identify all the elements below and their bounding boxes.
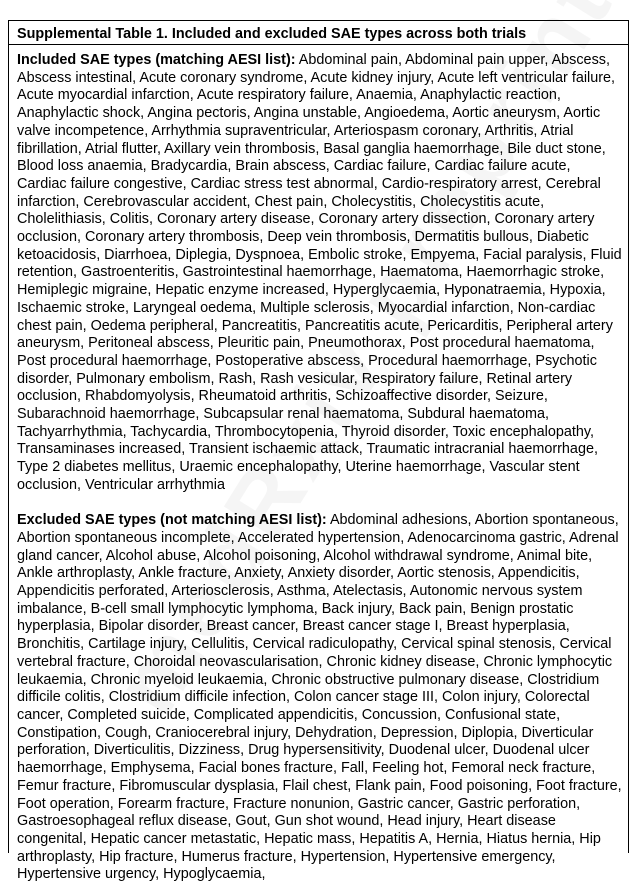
supplemental-table — [8, 20, 629, 883]
included-sae-list: Abdominal pain, Abdominal pain upper, Abscess, Abscess intestinal, Acute coronary syndrome, Acute kidney injury, Acute left ventricular failure, Acute myocardial infarction, Acute respiratory failure, Anaemia, Anaphylactic reaction, Anaphylactic shock, Angina pectoris, Angina unstable, Angioedema, Aortic aneurysm, Aortic valve incompetence, Arrhythmia supraventricular, Arteriospasm coronary, Arthritis, Atrial fibrillation, Atrial flutter, Axillary vein thrombosis, Basal ganglia haemorrhage, Bile duct stone, Blood loss anaemia, Bradycardia, Brain abscess, Cardiac failure, Cardiac failure acute, Cardiac failure congestive, Cardiac stress test abnormal, Cardio-respiratory arrest, Cerebral infarction, Cerebrovascular accident, Chest pain, Cholecystitis, Cholecystitis acute, Cholelithiasis, Colitis, Coronary artery disease, Coronary artery dissection, Coronary artery occlusion, Coronary artery thrombosis, Deep vein thrombosis, Dermatitis bullous, Diabetic ketoacidosis, Diarrhoea, Diplegia, Dyspnoea, Embolic stroke, Empyema, Facial paralysis, Fluid retention, Gastroenteritis, Gastrointestinal haemorrhage, Haematoma, Haemorrhagic stroke, Hemiplegic migraine, Hepatic enzyme increased, Hyperglycaemia, Hyponatraemia, Hypoxia, Ischaemic stroke, Laryngeal oedema, Multiple sclerosis, Myocardial infarction, Non-cardiac chest pain, Oedema peripheral, Pancreatitis, Pancreatitis acute, Pericarditis, Peripheral artery aneurysm, Peritoneal abscess, Pleuritic pain, Pneumothorax, Post procedural haematoma, Post procedural haemorrhage, Postoperative abscess, Procedural haemorrhage, Psychotic disorder, Pulmonary embolism, Rash, Rash vesicular, Respiratory failure, Retinal artery occlusion, Rhabdomyolysis, Rheumatoid arthritis, Schizoaffective disorder, Seizure, Subarachnoid haemorrhage, Subcapsular renal haematoma, Subdural haematoma, Tachyarrhythmia, Tachycardia, Thrombocytopenia, Thyroid disorder, Toxic encephalopathy, Transaminases increased, Transient ischaemic attack, Traumatic intracranial haemorrhage, Type 2 diabetes mellitus, Uraemic encephalopathy, Uterine haemorrhage, Vascular stent occlusion, Ventricular arrhythmia — [17, 52, 622, 493]
table-body — [9, 45, 628, 884]
excluded-sae-heading: Excluded SAE types (not matching AESI list): — [17, 512, 327, 529]
excluded-sae-section — [17, 512, 624, 884]
table-caption: Supplemental Table 1. Included and excluded SAE types across both trials — [9, 21, 628, 45]
included-sae-heading: Included SAE types (matching AESI list): — [17, 52, 296, 68]
excluded-sae-list: Abdominal adhesions, Abortion spontaneous, Abortion spontaneous incomplete, Accelerated hypertension, Adenocarcinoma gastric, Adrenal gland cancer, Alcohol abuse, Alcohol poisoning, Alcohol withdrawal syndrome, Animal bite, Ankle arthroplasty, Ankle fracture, Anxiety, Anxiety disorder, Aortic stenosis, Appendicitis, Appendicitis perforated, Arteriosclerosis, Asthma, Atelectasis, Autonomic nervous system imbalance, B-cell small lymphocytic lymphoma, Back injury, Back pain, Benign prostatic hyperplasia, Bipolar disorder, Breast cancer, Breast cancer stage I, Breast hyperplasia, Bronchitis, Cartilage injury, Cellulitis, Cervical radiculopathy, Cervical spinal stenosis, Cervical vertebral fracture, Choroidal neovascularisation, Chronic kidney disease, Chronic lymphocytic leukaemia, Chronic myeloid leukaemia, Chronic obstructive pulmonary disease, Clostridium difficile colitis, Clostridium difficile infection, Colon cancer stage III, Colon injury, Colorectal cancer, Completed suicide, Complicated appendicitis, Concussion, Confusional state, Constipation, Cough, Craniocerebral injury, Dehydration, Depression, Diplopia, Diverticular perforation, Diverticulitis, Dizziness, Drug hypersensitivity, Duodenal ulcer, Duodenal ulcer haemorrhage, Emphysema, Facial bones fracture, Fall, Feeling hot, Femoral neck fracture, Femur fracture, Fibromuscular dysplasia, Flail chest, Flank pain, Food poisoning, Foot fracture, Foot operation, Forearm fracture, Fracture nonunion, Gastric cancer, Gastric perforation, Gastroesophageal reflux disease, Gout, Gun shot wound, Head injury, Heart disease congenital, Hepatic cancer metastatic, Hepatic mass, Hepatitis A, Hernia, Hiatus hernia, Hip arthroplasty, Hip fracture, Humerus fracture, Hypertension, Hypertensive emergency, Hypertensive urgency, Hypoglycaemia, — [17, 512, 622, 883]
included-sae-section — [17, 52, 624, 495]
